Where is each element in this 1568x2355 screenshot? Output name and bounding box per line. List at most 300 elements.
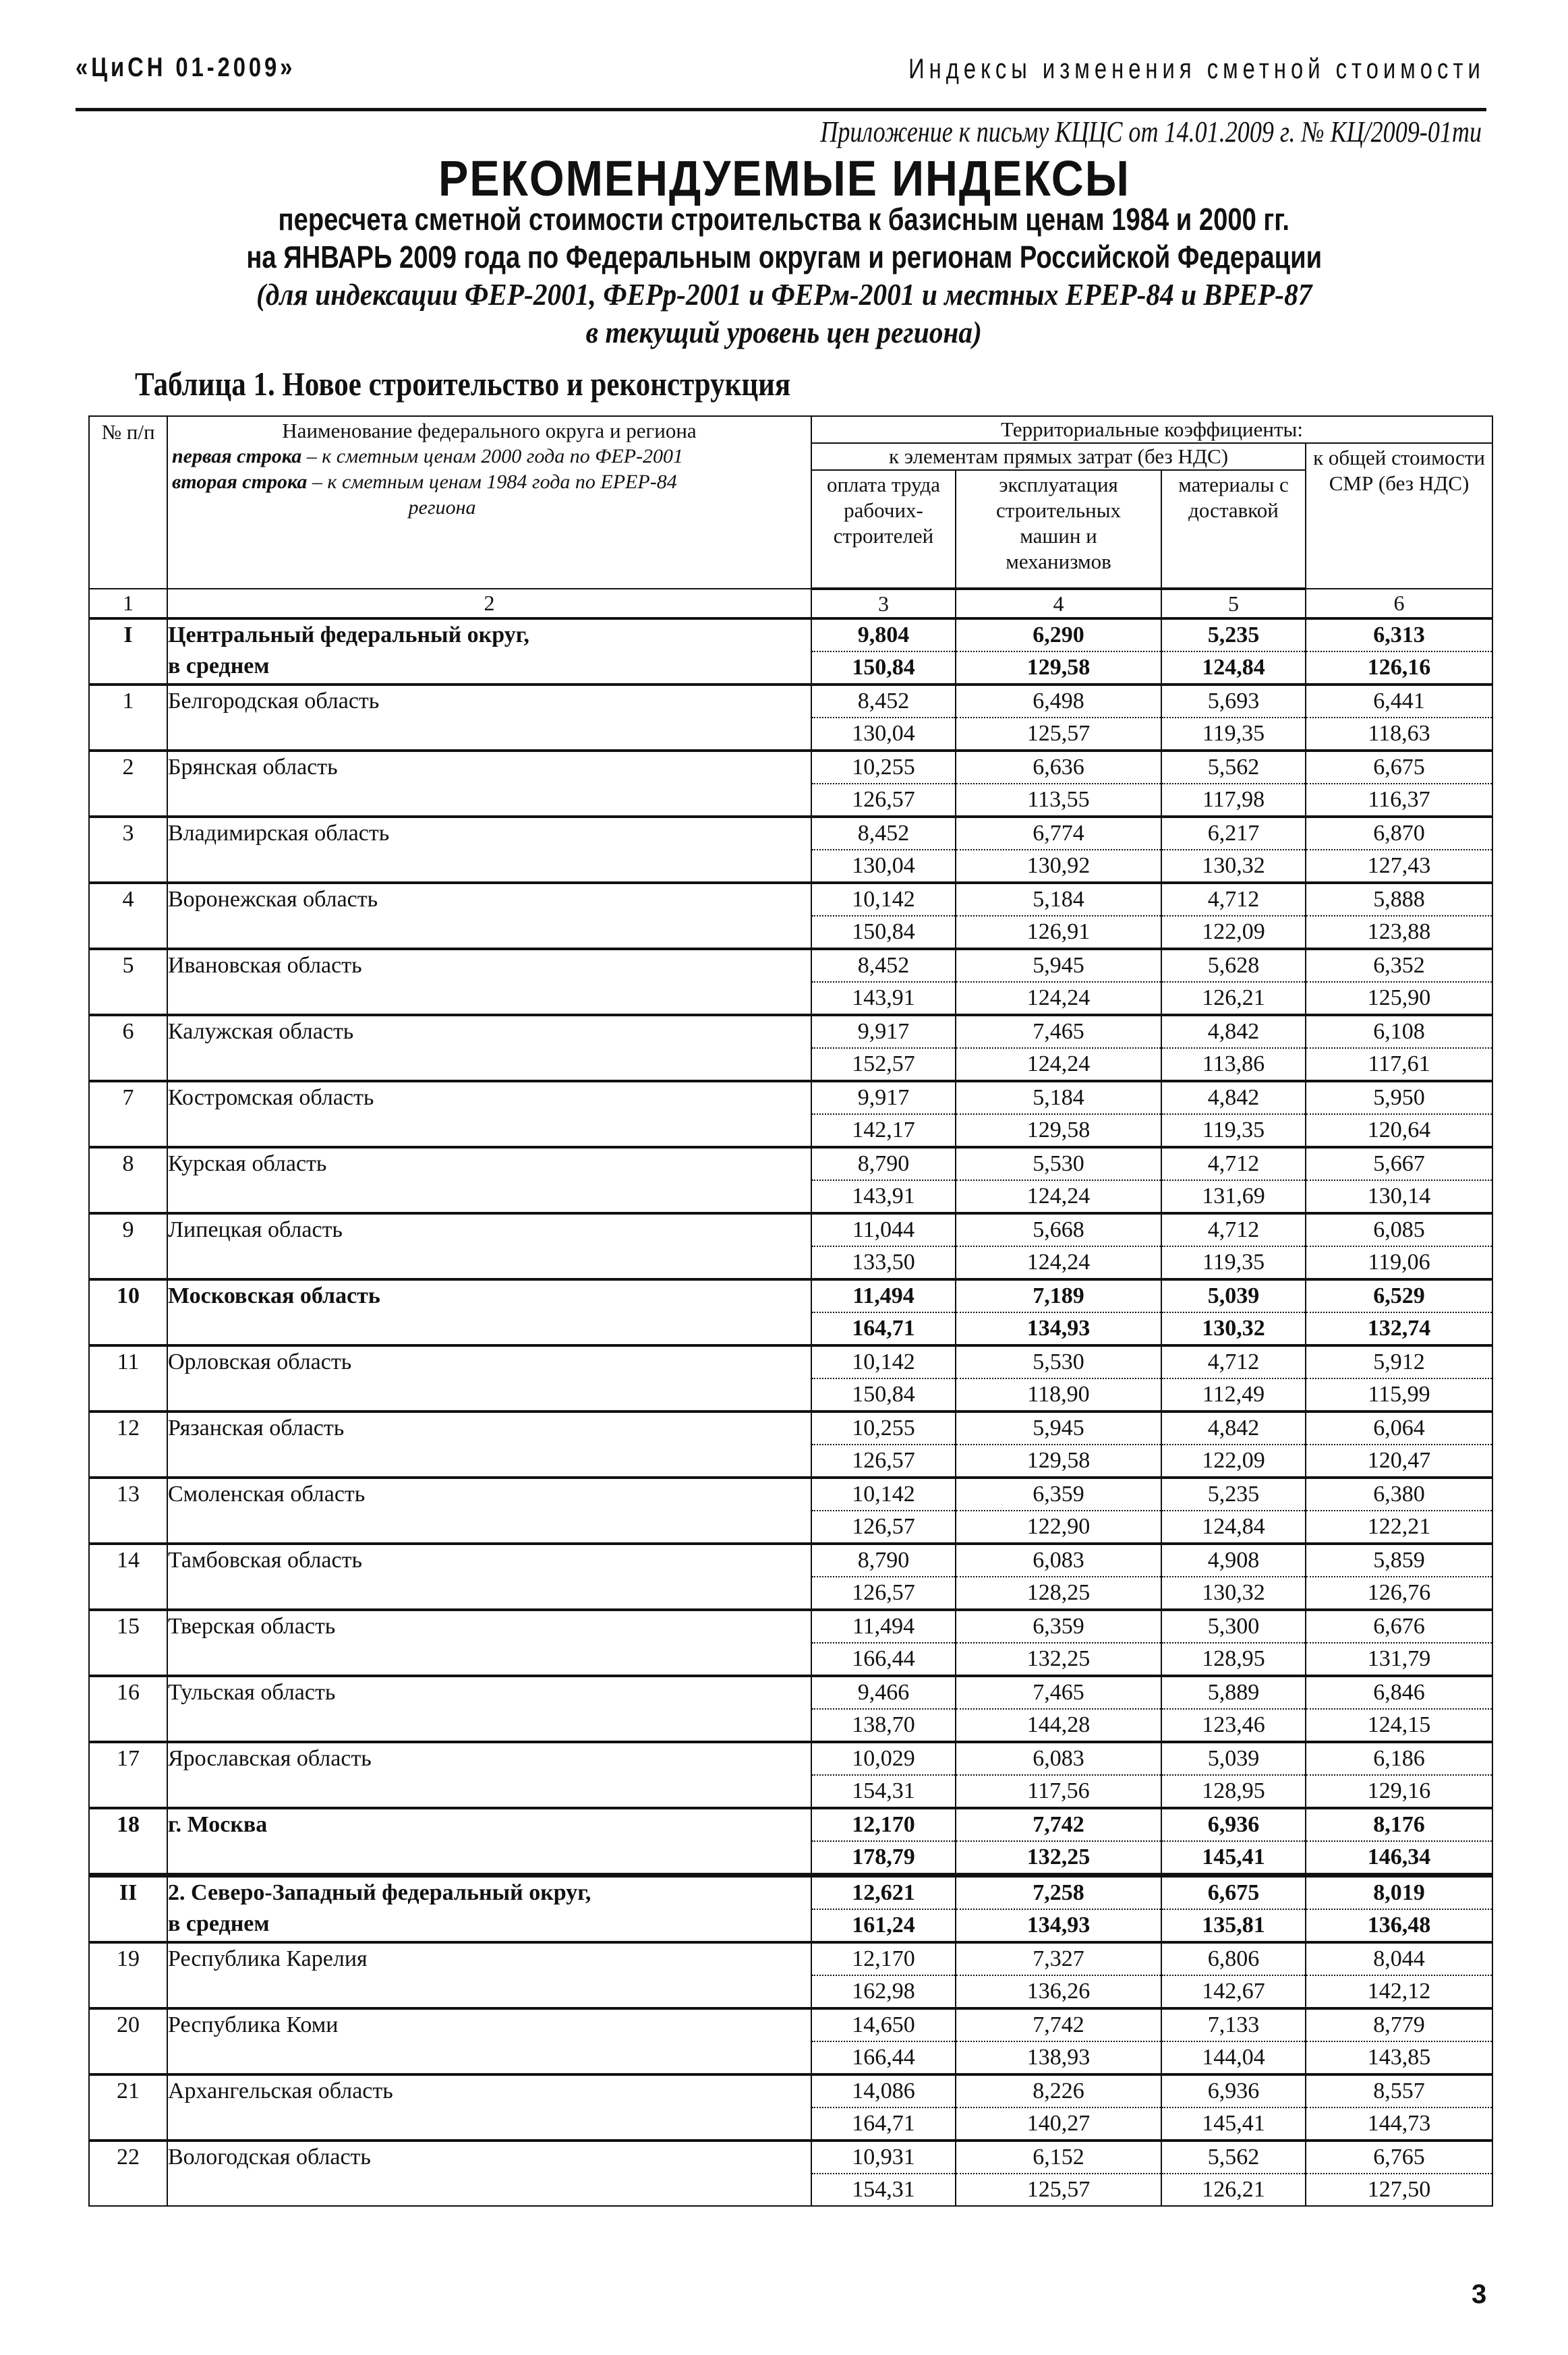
value-2000-machines: 7,327 bbox=[956, 1942, 1161, 1975]
value-2000-machines: 6,498 bbox=[956, 685, 1161, 718]
value-2000-materials: 6,217 bbox=[1161, 817, 1306, 850]
value-2000-materials: 7,133 bbox=[1161, 2008, 1306, 2041]
value-2000-machines: 5,945 bbox=[956, 949, 1161, 982]
row-number: 4 bbox=[89, 883, 167, 949]
region-name bbox=[167, 1478, 811, 1544]
value-2000-machines: 5,945 bbox=[956, 1412, 1161, 1445]
row-number: 13 bbox=[89, 1478, 167, 1544]
table-row bbox=[89, 817, 1492, 850]
value-2000-total: 6,313 bbox=[1306, 618, 1492, 651]
value-2000-labor: 10,029 bbox=[811, 1742, 956, 1775]
value-2000-materials: 4,712 bbox=[1161, 1147, 1306, 1180]
value-2000-labor: 10,931 bbox=[811, 2141, 956, 2174]
value-1984-materials: 126,21 bbox=[1161, 982, 1306, 1015]
header-direct-costs: к элементам прямых затрат (без НДС) bbox=[811, 443, 1306, 470]
value-1984-labor: 164,71 bbox=[811, 2107, 956, 2141]
table-row bbox=[89, 1213, 1492, 1246]
first-line-label: первая строка bbox=[172, 445, 302, 467]
value-2000-total: 6,765 bbox=[1306, 2141, 1492, 2174]
value-1984-machines: 125,57 bbox=[956, 718, 1161, 751]
value-1984-labor: 133,50 bbox=[811, 1246, 956, 1279]
table-row bbox=[89, 1876, 1492, 1910]
region-name bbox=[167, 1808, 811, 1876]
row-number: 10 bbox=[89, 1279, 167, 1345]
value-1984-labor: 138,70 bbox=[811, 1709, 956, 1742]
value-2000-labor: 10,142 bbox=[811, 1345, 956, 1378]
row-number: 9 bbox=[89, 1213, 167, 1279]
row-number: II bbox=[89, 1876, 167, 1943]
value-2000-machines: 7,742 bbox=[956, 1808, 1161, 1841]
value-2000-total: 5,912 bbox=[1306, 1345, 1492, 1378]
value-2000-machines: 6,359 bbox=[956, 1478, 1161, 1511]
value-2000-machines: 7,465 bbox=[956, 1676, 1161, 1709]
value-2000-total: 6,352 bbox=[1306, 949, 1492, 982]
value-2000-labor: 12,170 bbox=[811, 1808, 956, 1841]
second-line-text: – к сметным ценам 1984 года по ЕРЕР-84 bbox=[307, 471, 677, 493]
value-1984-total: 146,34 bbox=[1306, 1841, 1492, 1876]
column-number-2: 2 bbox=[167, 589, 811, 618]
value-1984-materials: 130,32 bbox=[1161, 1577, 1306, 1610]
value-1984-materials: 145,41 bbox=[1161, 1841, 1306, 1876]
table-row bbox=[89, 883, 1492, 916]
value-2000-total: 6,186 bbox=[1306, 1742, 1492, 1775]
table-row bbox=[89, 1610, 1492, 1643]
value-1984-total: 143,85 bbox=[1306, 2041, 1492, 2074]
region-name-line-1: Вологодская область bbox=[168, 2145, 371, 2170]
region-name-line-1: Центральный федеральный округ, bbox=[168, 622, 529, 647]
value-1984-machines: 144,28 bbox=[956, 1709, 1161, 1742]
row-number: 11 bbox=[89, 1345, 167, 1412]
region-name bbox=[167, 883, 811, 949]
table-row bbox=[89, 1412, 1492, 1445]
value-2000-labor: 14,650 bbox=[811, 2008, 956, 2041]
region-name bbox=[167, 1345, 811, 1412]
value-1984-total: 123,88 bbox=[1306, 916, 1492, 949]
value-2000-total: 8,019 bbox=[1306, 1876, 1492, 1910]
value-1984-total: 122,21 bbox=[1306, 1511, 1492, 1544]
value-2000-total: 5,667 bbox=[1306, 1147, 1492, 1180]
value-2000-machines: 6,290 bbox=[956, 618, 1161, 651]
value-2000-total: 5,950 bbox=[1306, 1081, 1492, 1114]
table-row bbox=[89, 1015, 1492, 1048]
value-2000-labor: 11,494 bbox=[811, 1610, 956, 1643]
region-name bbox=[167, 1876, 811, 1943]
value-1984-total: 132,74 bbox=[1306, 1312, 1492, 1345]
value-2000-labor: 9,804 bbox=[811, 618, 956, 651]
value-1984-labor: 142,17 bbox=[811, 1114, 956, 1147]
region-name-line-1: Липецкая область bbox=[168, 1217, 343, 1242]
value-1984-machines: 125,57 bbox=[956, 2174, 1161, 2206]
value-2000-materials: 5,039 bbox=[1161, 1279, 1306, 1312]
row-number: 14 bbox=[89, 1544, 167, 1610]
value-2000-labor: 8,452 bbox=[811, 949, 956, 982]
value-2000-labor: 8,452 bbox=[811, 817, 956, 850]
value-1984-labor: 164,71 bbox=[811, 1312, 956, 1345]
value-2000-materials: 6,936 bbox=[1161, 1808, 1306, 1841]
value-1984-materials: 117,98 bbox=[1161, 784, 1306, 817]
page-title bbox=[0, 150, 1568, 207]
value-2000-labor: 9,466 bbox=[811, 1676, 956, 1709]
region-name-line-1: 2. Северо-Западный федеральный округ, bbox=[168, 1880, 591, 1905]
value-1984-labor: 150,84 bbox=[811, 916, 956, 949]
value-2000-materials: 5,235 bbox=[1161, 618, 1306, 651]
value-1984-total: 117,61 bbox=[1306, 1048, 1492, 1081]
region-name bbox=[167, 2141, 811, 2206]
region-name-line-2: в среднем bbox=[168, 1911, 270, 1936]
value-1984-machines: 130,92 bbox=[956, 850, 1161, 883]
value-1984-materials: 123,46 bbox=[1161, 1709, 1306, 1742]
value-2000-total: 5,888 bbox=[1306, 883, 1492, 916]
value-1984-materials: 130,32 bbox=[1161, 1312, 1306, 1345]
region-name bbox=[167, 1742, 811, 1808]
page-title-text: РЕКОМЕНДУЕМЫЕ ИНДЕКСЫ bbox=[438, 150, 1130, 206]
value-2000-materials: 5,235 bbox=[1161, 1478, 1306, 1511]
row-number: 18 bbox=[89, 1808, 167, 1876]
value-1984-total: 127,50 bbox=[1306, 2174, 1492, 2206]
region-name-line-1: Смоленская область bbox=[168, 1482, 366, 1507]
value-1984-total: 144,73 bbox=[1306, 2107, 1492, 2141]
value-1984-machines: 134,93 bbox=[956, 1312, 1161, 1345]
value-1984-machines: 118,90 bbox=[956, 1378, 1161, 1412]
value-2000-labor: 9,917 bbox=[811, 1081, 956, 1114]
value-2000-machines: 6,774 bbox=[956, 817, 1161, 850]
value-2000-machines: 6,152 bbox=[956, 2141, 1161, 2174]
row-number: 19 bbox=[89, 1942, 167, 2008]
value-2000-labor: 12,170 bbox=[811, 1942, 956, 1975]
region-name bbox=[167, 1544, 811, 1610]
value-2000-labor: 8,790 bbox=[811, 1544, 956, 1577]
value-2000-machines: 5,184 bbox=[956, 1081, 1161, 1114]
column-number-4: 4 bbox=[956, 589, 1161, 618]
value-2000-materials: 5,300 bbox=[1161, 1610, 1306, 1643]
value-1984-total: 131,79 bbox=[1306, 1643, 1492, 1676]
value-1984-total: 120,64 bbox=[1306, 1114, 1492, 1147]
value-2000-materials: 4,712 bbox=[1161, 883, 1306, 916]
region-name-line-1: Белгородская область bbox=[168, 689, 380, 714]
value-1984-machines: 124,24 bbox=[956, 1048, 1161, 1081]
region-name bbox=[167, 685, 811, 751]
index-table bbox=[88, 415, 1493, 2207]
table-row bbox=[89, 1279, 1492, 1312]
value-2000-materials: 5,039 bbox=[1161, 1742, 1306, 1775]
row-number: 16 bbox=[89, 1676, 167, 1742]
value-1984-materials: 128,95 bbox=[1161, 1643, 1306, 1676]
value-1984-total: 118,63 bbox=[1306, 718, 1492, 751]
value-1984-labor: 150,84 bbox=[811, 651, 956, 685]
value-1984-machines: 117,56 bbox=[956, 1775, 1161, 1808]
header-labor: оплата труда рабочих-строителей bbox=[811, 470, 956, 589]
region-name bbox=[167, 817, 811, 883]
column-numbers-row bbox=[89, 589, 1492, 618]
region-name-line-1: Республика Карелия bbox=[168, 1946, 368, 1971]
value-2000-total: 6,380 bbox=[1306, 1478, 1492, 1511]
subtitle-line-3-text: (для индексации ФЕР-2001, ФЕРр-2001 и ФЕРм-2001 и местных ЕРЕР-84 и ВРЕР-87 bbox=[256, 277, 1312, 312]
value-2000-machines: 8,226 bbox=[956, 2074, 1161, 2107]
table-row bbox=[89, 1081, 1492, 1114]
value-2000-labor: 12,621 bbox=[811, 1876, 956, 1910]
value-2000-machines: 5,530 bbox=[956, 1345, 1161, 1378]
value-2000-total: 5,859 bbox=[1306, 1544, 1492, 1577]
header-num bbox=[89, 416, 167, 589]
value-2000-materials: 4,842 bbox=[1161, 1412, 1306, 1445]
column-number-5: 5 bbox=[1161, 589, 1306, 618]
row-number: 3 bbox=[89, 817, 167, 883]
row-number: 20 bbox=[89, 2008, 167, 2074]
value-1984-materials: 119,35 bbox=[1161, 1114, 1306, 1147]
subtitle-line-1 bbox=[0, 201, 1568, 237]
table-row bbox=[89, 685, 1492, 718]
value-1984-labor: 150,84 bbox=[811, 1378, 956, 1412]
value-2000-total: 8,044 bbox=[1306, 1942, 1492, 1975]
region-name-line-1: Рязанская область bbox=[168, 1416, 345, 1441]
value-1984-total: 136,48 bbox=[1306, 1909, 1492, 1942]
value-1984-machines: 128,25 bbox=[956, 1577, 1161, 1610]
value-1984-total: 115,99 bbox=[1306, 1378, 1492, 1412]
subtitle-line-4 bbox=[0, 314, 1568, 350]
value-1984-machines: 138,93 bbox=[956, 2041, 1161, 2074]
region-name-line-1: Брянская область bbox=[168, 755, 338, 780]
value-1984-labor: 154,31 bbox=[811, 2174, 956, 2206]
value-1984-materials: 128,95 bbox=[1161, 1775, 1306, 1808]
value-2000-total: 6,085 bbox=[1306, 1213, 1492, 1246]
row-number: 1 bbox=[89, 685, 167, 751]
value-2000-total: 6,846 bbox=[1306, 1676, 1492, 1709]
value-2000-machines: 7,258 bbox=[956, 1876, 1161, 1910]
value-2000-materials: 4,842 bbox=[1161, 1081, 1306, 1114]
table-row bbox=[89, 1478, 1492, 1511]
value-1984-materials: 135,81 bbox=[1161, 1909, 1306, 1942]
region-name-line-1: Орловская область bbox=[168, 1349, 352, 1374]
region-name bbox=[167, 949, 811, 1015]
region-name-line-1: Архангельская область bbox=[168, 2078, 393, 2103]
value-2000-labor: 10,255 bbox=[811, 751, 956, 784]
value-1984-materials: 142,67 bbox=[1161, 1975, 1306, 2008]
value-2000-machines: 6,083 bbox=[956, 1742, 1161, 1775]
value-1984-labor: 152,57 bbox=[811, 1048, 956, 1081]
value-1984-materials: 126,21 bbox=[1161, 2174, 1306, 2206]
row-number: 5 bbox=[89, 949, 167, 1015]
value-2000-total: 8,557 bbox=[1306, 2074, 1492, 2107]
column-number-6: 6 bbox=[1306, 589, 1492, 618]
value-2000-total: 6,529 bbox=[1306, 1279, 1492, 1312]
value-1984-labor: 130,04 bbox=[811, 850, 956, 883]
header-num-text: № п/п bbox=[101, 420, 155, 444]
value-1984-machines: 124,24 bbox=[956, 1246, 1161, 1279]
region-name-line-1: Республика Коми bbox=[168, 2012, 339, 2037]
value-1984-total: 119,06 bbox=[1306, 1246, 1492, 1279]
column-number-3: 3 bbox=[811, 589, 956, 618]
value-1984-materials: 113,86 bbox=[1161, 1048, 1306, 1081]
row-number: 6 bbox=[89, 1015, 167, 1081]
header-name bbox=[167, 416, 811, 589]
region-name-line-1: Ивановская область bbox=[168, 953, 362, 978]
row-number: 21 bbox=[89, 2074, 167, 2141]
value-2000-materials: 4,712 bbox=[1161, 1213, 1306, 1246]
value-1984-materials: 122,09 bbox=[1161, 1445, 1306, 1478]
value-2000-labor: 10,255 bbox=[811, 1412, 956, 1445]
region-name-line-1: Владимирская область bbox=[168, 821, 390, 846]
table-row bbox=[89, 618, 1492, 651]
value-1984-machines: 129,58 bbox=[956, 1445, 1161, 1478]
value-1984-total: 130,14 bbox=[1306, 1180, 1492, 1213]
region-name bbox=[167, 618, 811, 685]
value-2000-materials: 4,842 bbox=[1161, 1015, 1306, 1048]
header-machines: эксплуатация строительных машин и механизмов bbox=[956, 470, 1161, 589]
value-2000-labor: 10,142 bbox=[811, 883, 956, 916]
second-line-label: вторая строка bbox=[172, 471, 308, 493]
value-2000-materials: 6,936 bbox=[1161, 2074, 1306, 2107]
value-1984-total: 126,16 bbox=[1306, 651, 1492, 685]
subtitle-line-3 bbox=[0, 277, 1568, 312]
region-name bbox=[167, 1279, 811, 1345]
header-name-main: Наименование федерального округа и региона bbox=[282, 419, 697, 442]
value-2000-total: 6,108 bbox=[1306, 1015, 1492, 1048]
value-1984-total: 124,15 bbox=[1306, 1709, 1492, 1742]
value-2000-materials: 6,675 bbox=[1161, 1876, 1306, 1910]
region-name-line-1: Московская область bbox=[168, 1283, 380, 1308]
value-2000-materials: 4,908 bbox=[1161, 1544, 1306, 1577]
value-2000-total: 8,176 bbox=[1306, 1808, 1492, 1841]
value-1984-total: 142,12 bbox=[1306, 1975, 1492, 2008]
value-1984-labor: 166,44 bbox=[811, 1643, 956, 1676]
region-name bbox=[167, 1147, 811, 1213]
region-name-line-1: Костромская область bbox=[168, 1085, 374, 1110]
value-1984-materials: 119,35 bbox=[1161, 1246, 1306, 1279]
value-2000-machines: 5,668 bbox=[956, 1213, 1161, 1246]
page-number: 3 bbox=[1472, 2279, 1487, 2309]
table-row bbox=[89, 1544, 1492, 1577]
subtitle-line-4-text: в текущий уровень цен региона) bbox=[585, 315, 983, 349]
subtitle-line-2 bbox=[0, 239, 1568, 275]
region-name bbox=[167, 1610, 811, 1676]
value-1984-total: 126,76 bbox=[1306, 1577, 1492, 1610]
region-name bbox=[167, 2008, 811, 2074]
header-first-line-note bbox=[168, 444, 811, 469]
value-1984-machines: 126,91 bbox=[956, 916, 1161, 949]
value-1984-labor: 126,57 bbox=[811, 1445, 956, 1478]
value-2000-machines: 7,742 bbox=[956, 2008, 1161, 2041]
value-1984-total: 127,43 bbox=[1306, 850, 1492, 883]
value-2000-materials: 5,562 bbox=[1161, 2141, 1306, 2174]
value-2000-machines: 6,636 bbox=[956, 751, 1161, 784]
table-row bbox=[89, 1676, 1492, 1709]
value-2000-total: 6,676 bbox=[1306, 1610, 1492, 1643]
table-caption: Таблица 1. Новое строительство и реконструкция bbox=[135, 365, 791, 403]
header-coefficients: Территориальные коэффициенты: bbox=[811, 416, 1492, 443]
value-1984-machines: 113,55 bbox=[956, 784, 1161, 817]
value-1984-materials: 112,49 bbox=[1161, 1378, 1306, 1412]
value-2000-materials: 5,889 bbox=[1161, 1676, 1306, 1709]
header-second-line-note bbox=[168, 469, 811, 495]
value-2000-total: 6,064 bbox=[1306, 1412, 1492, 1445]
value-1984-machines: 129,58 bbox=[956, 651, 1161, 685]
row-number: 8 bbox=[89, 1147, 167, 1213]
value-1984-labor: 166,44 bbox=[811, 2041, 956, 2074]
first-line-text: – к сметным ценам 2000 года по ФЕР-2001 bbox=[301, 445, 684, 467]
value-2000-machines: 5,530 bbox=[956, 1147, 1161, 1180]
table-body bbox=[89, 618, 1492, 2206]
value-1984-labor: 143,91 bbox=[811, 982, 956, 1015]
value-2000-materials: 4,712 bbox=[1161, 1345, 1306, 1378]
subtitle-line-1-text: пересчета сметной стоимости строительства к базисным ценам 1984 и 2000 гг. bbox=[278, 202, 1290, 237]
value-2000-labor: 10,142 bbox=[811, 1478, 956, 1511]
value-1984-labor: 154,31 bbox=[811, 1775, 956, 1808]
value-1984-labor: 162,98 bbox=[811, 1975, 956, 2008]
region-name-line-1: Ярославская область bbox=[168, 1746, 372, 1771]
table-row bbox=[89, 949, 1492, 982]
value-2000-labor: 14,086 bbox=[811, 2074, 956, 2107]
region-name bbox=[167, 2074, 811, 2141]
region-name bbox=[167, 1412, 811, 1478]
header-total-cost: к общей стоимости СМР (без НДС) bbox=[1306, 443, 1492, 589]
value-1984-machines: 134,93 bbox=[956, 1909, 1161, 1942]
value-1984-total: 116,37 bbox=[1306, 784, 1492, 817]
value-2000-total: 6,441 bbox=[1306, 685, 1492, 718]
region-name bbox=[167, 1213, 811, 1279]
value-1984-machines: 132,25 bbox=[956, 1841, 1161, 1876]
value-1984-machines: 122,90 bbox=[956, 1511, 1161, 1544]
value-1984-labor: 130,04 bbox=[811, 718, 956, 751]
value-1984-labor: 178,79 bbox=[811, 1841, 956, 1876]
value-1984-labor: 126,57 bbox=[811, 1511, 956, 1544]
region-name bbox=[167, 1942, 811, 2008]
region-name-line-2: в среднем bbox=[168, 653, 270, 678]
value-2000-total: 6,675 bbox=[1306, 751, 1492, 784]
value-1984-materials: 130,32 bbox=[1161, 850, 1306, 883]
row-number: 22 bbox=[89, 2141, 167, 2206]
header-materials: материалы с доставкой bbox=[1161, 470, 1306, 589]
value-1984-materials: 144,04 bbox=[1161, 2041, 1306, 2074]
region-name-line-1: Тульская область bbox=[168, 1680, 336, 1705]
value-1984-total: 120,47 bbox=[1306, 1445, 1492, 1478]
value-1984-materials: 131,69 bbox=[1161, 1180, 1306, 1213]
header-rule bbox=[76, 108, 1486, 111]
table-row bbox=[89, 1345, 1492, 1378]
value-1984-labor: 143,91 bbox=[811, 1180, 956, 1213]
table-row bbox=[89, 2008, 1492, 2041]
value-1984-total: 129,16 bbox=[1306, 1775, 1492, 1808]
table-row bbox=[89, 1808, 1492, 1841]
region-name-line-1: г. Москва bbox=[168, 1812, 268, 1837]
row-number: 15 bbox=[89, 1610, 167, 1676]
value-1984-materials: 119,35 bbox=[1161, 718, 1306, 751]
table-row bbox=[89, 2074, 1492, 2107]
row-number: I bbox=[89, 618, 167, 685]
region-name-line-1: Воронежская область bbox=[168, 887, 378, 912]
value-2000-materials: 6,806 bbox=[1161, 1942, 1306, 1975]
header-name-tail: региона bbox=[408, 496, 476, 519]
value-1984-machines: 124,24 bbox=[956, 1180, 1161, 1213]
table-row bbox=[89, 1147, 1492, 1180]
value-1984-materials: 124,84 bbox=[1161, 1511, 1306, 1544]
document-code: «ЦиСН 01-2009» bbox=[76, 53, 296, 82]
value-2000-machines: 6,083 bbox=[956, 1544, 1161, 1577]
column-number-1: 1 bbox=[89, 589, 167, 618]
row-number: 7 bbox=[89, 1081, 167, 1147]
value-1984-machines: 129,58 bbox=[956, 1114, 1161, 1147]
value-2000-materials: 5,562 bbox=[1161, 751, 1306, 784]
value-2000-total: 6,870 bbox=[1306, 817, 1492, 850]
value-2000-labor: 11,044 bbox=[811, 1213, 956, 1246]
value-2000-materials: 5,693 bbox=[1161, 685, 1306, 718]
value-1984-machines: 136,26 bbox=[956, 1975, 1161, 2008]
value-1984-labor: 126,57 bbox=[811, 1577, 956, 1610]
value-2000-labor: 9,917 bbox=[811, 1015, 956, 1048]
subtitle-line-2-text: на ЯНВАРЬ 2009 года по Федеральным округам и регионам Российской Федерации bbox=[246, 239, 1322, 274]
row-number: 2 bbox=[89, 751, 167, 817]
region-name bbox=[167, 1015, 811, 1081]
region-name bbox=[167, 1081, 811, 1147]
